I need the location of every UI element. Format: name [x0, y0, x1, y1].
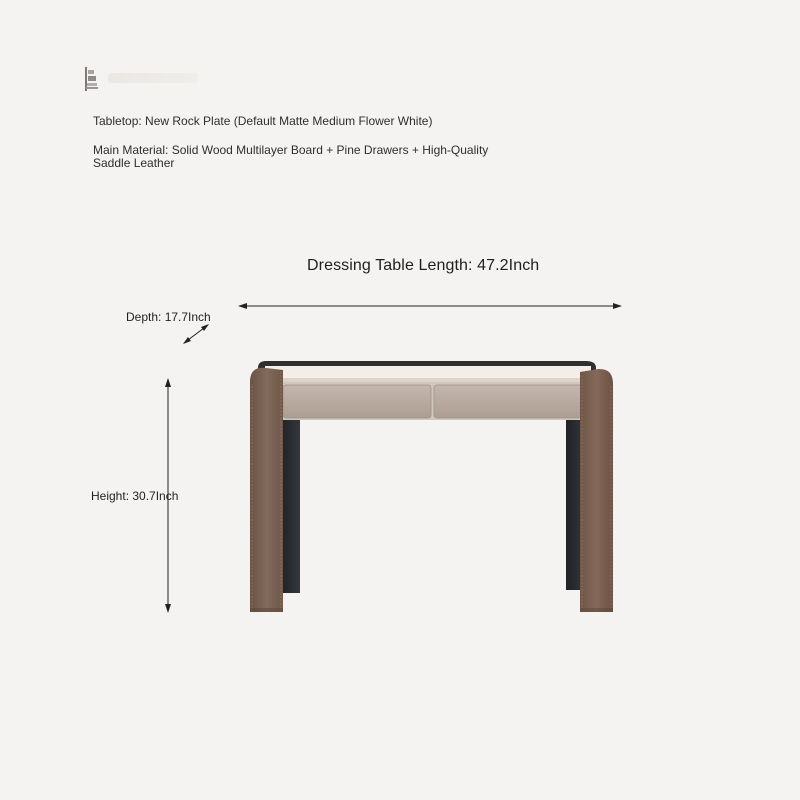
length-dimension-label: Dressing Table Length: 47.2Inch: [307, 257, 540, 274]
length-arrow: [238, 303, 622, 309]
tabletop-spec: Tabletop: New Rock Plate (Default Matte Medium Flower White): [93, 114, 433, 128]
right-drawer: [434, 385, 582, 418]
depth-dimension-label: Depth: 17.7Inch: [126, 310, 211, 324]
main-material-spec: Main Material: Solid Wood Multilayer Board + Pine Drawers + High-Quality Saddle Leather: [93, 143, 489, 170]
depth-arrow: [183, 324, 209, 344]
height-arrow: [165, 378, 171, 613]
left-drawer: [283, 385, 431, 418]
left-leather-leg: [250, 368, 283, 612]
right-leather-leg: [580, 369, 613, 612]
height-dimension-label: Height: 30.7Inch: [91, 489, 179, 503]
dressing-table: [250, 361, 613, 612]
